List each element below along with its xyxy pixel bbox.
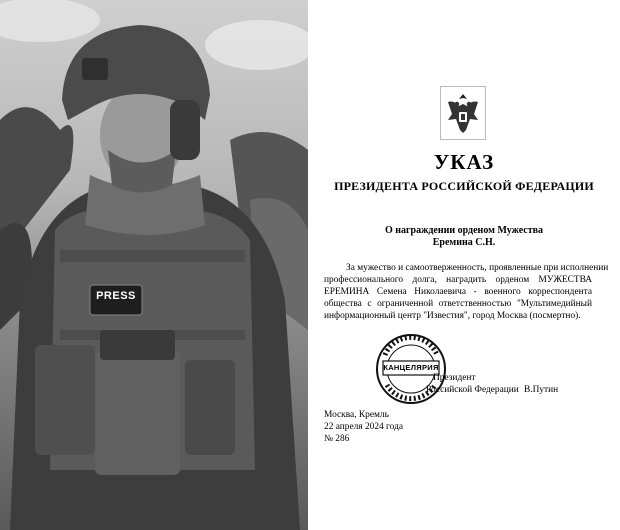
decree-heading-name: Еремина С.Н.: [432, 237, 496, 248]
soldier-photo: [0, 0, 308, 530]
decree-number: № 286: [324, 434, 350, 444]
decree-subtitle: ПРЕЗИДЕНТА РОССИЙСКОЙ ФЕДЕРАЦИИ: [334, 179, 594, 193]
body-line: За мужество и самоотверженность, проявленные при исполнении: [346, 263, 609, 273]
signature-name: В.Путин: [524, 385, 559, 395]
decree-place: Москва, Кремль: [324, 410, 389, 420]
decree-heading: О награждении орденом Мужества: [384, 225, 544, 236]
body-line: информационный центр "Известия", город Москва (посмертно).: [324, 311, 581, 321]
signature-role-country: Российской Федерации: [426, 385, 519, 395]
body-line: ЕРЕМИНА Семена Николаевича - военного корреспондента: [324, 287, 592, 297]
coat-of-arms-icon: [440, 86, 486, 140]
photo-illustration: [0, 0, 308, 530]
decree-title: УКАЗ: [433, 150, 495, 174]
stamp-label: КАНЦЕЛЯРИЯ: [383, 363, 439, 372]
decree-date: 22 апреля 2024 года: [324, 422, 404, 432]
body-line: общества с ограниченной ответственностью "Мультимедийный: [324, 299, 592, 309]
press-badge: PRESS: [96, 290, 136, 302]
body-line: профессионального долга, наградить орденом МУЖЕСТВА: [324, 275, 592, 285]
signature-role: Президент: [433, 373, 476, 383]
